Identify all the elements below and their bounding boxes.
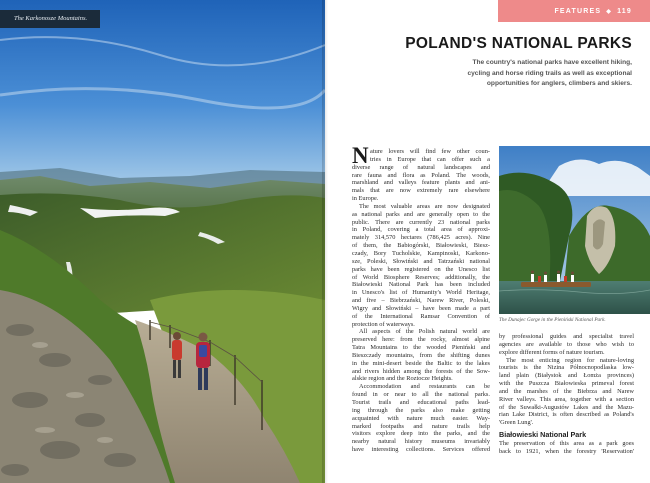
standfirst-line: cycling and horse riding trails as well as exceptional [467, 69, 632, 77]
body-text-line: mals that are now extremely rare elsewhere [352, 187, 490, 195]
body-text-line: of the International Ramsar Convention of [352, 312, 490, 320]
body-text-line: agencies are available to those who wish to [499, 340, 634, 348]
gorge-photo-illustration [499, 146, 650, 314]
body-text-line: tries in Europe that can offer such a [370, 155, 490, 163]
body-text-line: Tourist trails and educational paths lead- [352, 399, 490, 406]
standfirst-line: opportunities for anglers, climbers and skiers. [486, 80, 632, 87]
body-text-line: explore different forms of nature tourism. [499, 348, 605, 356]
body-text-line: and five – Biebrzański, Narew River, Poleski, [352, 297, 490, 305]
page-number: 119 [617, 7, 632, 15]
body-text-line: protection of waterways. [352, 320, 415, 328]
body-text-line: sze, Poleski, Słowiński and Tatrzański national [352, 257, 490, 265]
body-text-line: mately 314,570 hectares (786,425 acres). Nine [352, 234, 490, 242]
drop-cap: N [352, 143, 369, 168]
body-text-line: in Poland, covering a total area of approxi- [352, 226, 490, 234]
section-label: FEATURES [554, 7, 602, 15]
body-text-line: in the mini-desert beside the Baltic to the lakes [352, 359, 490, 367]
page-spine-shadow [322, 0, 328, 483]
body-text-line: Accommodation and restaurants can be [359, 383, 490, 391]
body-text-line: back to 1921, when the forestry 'Reservation' [499, 447, 634, 455]
body-text-line: preserved here: from the rocky, almost alpine [352, 336, 490, 344]
body-text-line: by professional guides and specialist travel [499, 333, 634, 340]
body-text-line: rian Lake District, is often described as Poland's [499, 411, 634, 419]
body-text-line: nearby natural history museums invariably [352, 438, 490, 446]
body-text-line: as national parks and are generally open to the [352, 210, 490, 218]
body-text-line: found in or near to all the national parks. [352, 391, 490, 399]
body-text-line: and the marshes of the Biebrza and Narew [499, 387, 634, 395]
right-photo-caption: The Dunajec Gorge in the Pieniński National Park. [499, 317, 606, 323]
body-text-line: The preservation of this area as a park goes [499, 440, 634, 448]
body-text-line: tourists is the Nizina Północnopodlaska low- [499, 364, 634, 372]
body-text-line: Tatra Mountains to the wooded Pieniński and [352, 344, 490, 352]
article-title: POLAND'S NATIONAL PARKS [405, 35, 632, 52]
body-text-line: of the Suwałki-Augustów Lakes and the Mazu- [499, 403, 634, 411]
running-header [498, 0, 650, 22]
body-column-1 [352, 143, 490, 454]
body-text-line: acquainted with nature much easier. Way- [352, 414, 490, 422]
body-text-line: Bieszczady mountains, from the shifting dunes [352, 351, 490, 359]
body-text-line: and rivers hidden among the forests of the Sow- [352, 367, 490, 375]
body-text-line: of World Biosphere Reserves; additionally, the [352, 273, 490, 281]
left-photo-caption: The Karkonosze Mountains. [0, 10, 100, 28]
body-text-line: 'Green Lung'. [499, 419, 534, 427]
body-text-line: River valleys. This area, together with a section [499, 395, 634, 403]
body-text-line: czady, Bory Tucholskie, Kampinoski, Karkono- [352, 249, 490, 257]
body-text-line: marshland and valleys feature plants and ani- [352, 179, 490, 187]
body-text-line: rare fauna and flora as Poland. The woods, [352, 171, 490, 179]
body-text-line: marked footpaths and nature trails help [352, 422, 490, 430]
body-text-line: ing through the parks also make getting [352, 406, 490, 414]
body-text-line: The most enticing region for nature-loving [506, 356, 634, 364]
body-text-line: in Europe. [352, 195, 379, 203]
body-text-line: Białowieski National Park has been included [352, 281, 490, 289]
body-text-line: alskie region and the Roztocze Heights. [352, 375, 453, 383]
standfirst-line: The country's national parks have excellent hiking, [472, 59, 632, 66]
body-text-line: The most valuable areas are now designated [359, 202, 490, 210]
body-text-line: public. There are currently 23 national parks [352, 218, 490, 226]
body-text-line: parks have been registered on the Unesco list [352, 265, 490, 273]
body-text-line: visitors explore deep into the parks, and the [352, 430, 490, 438]
body-text-line: ature lovers will find few other coun- [370, 148, 490, 155]
body-text-line: with the Puszcza Białowieska primeval forest [499, 380, 634, 388]
body-text-line: diverse range of natural landscapes and [352, 163, 490, 171]
body-text-line: have interesting collections. Services offered [352, 446, 490, 454]
section-subheading: Białowieski National Park [499, 430, 587, 440]
body-text-line: in Unesco's list of Humanity's World Heritage, [352, 289, 490, 297]
body-text-line: All aspects of the Polish natural world are [359, 328, 490, 336]
gorge-rafting-photo [499, 146, 650, 314]
diamond-icon: ◆ [606, 8, 613, 15]
body-column-2 [499, 333, 634, 456]
article-standfirst [420, 58, 632, 90]
body-text-line: land plain (Białystok and Łomża provinces) [499, 372, 634, 380]
body-text-line: Wigry and Słowiński – have been made a part [352, 304, 490, 312]
body-text-line: of them, the Babiogórski, Białowieski, Biesz- [352, 242, 490, 250]
